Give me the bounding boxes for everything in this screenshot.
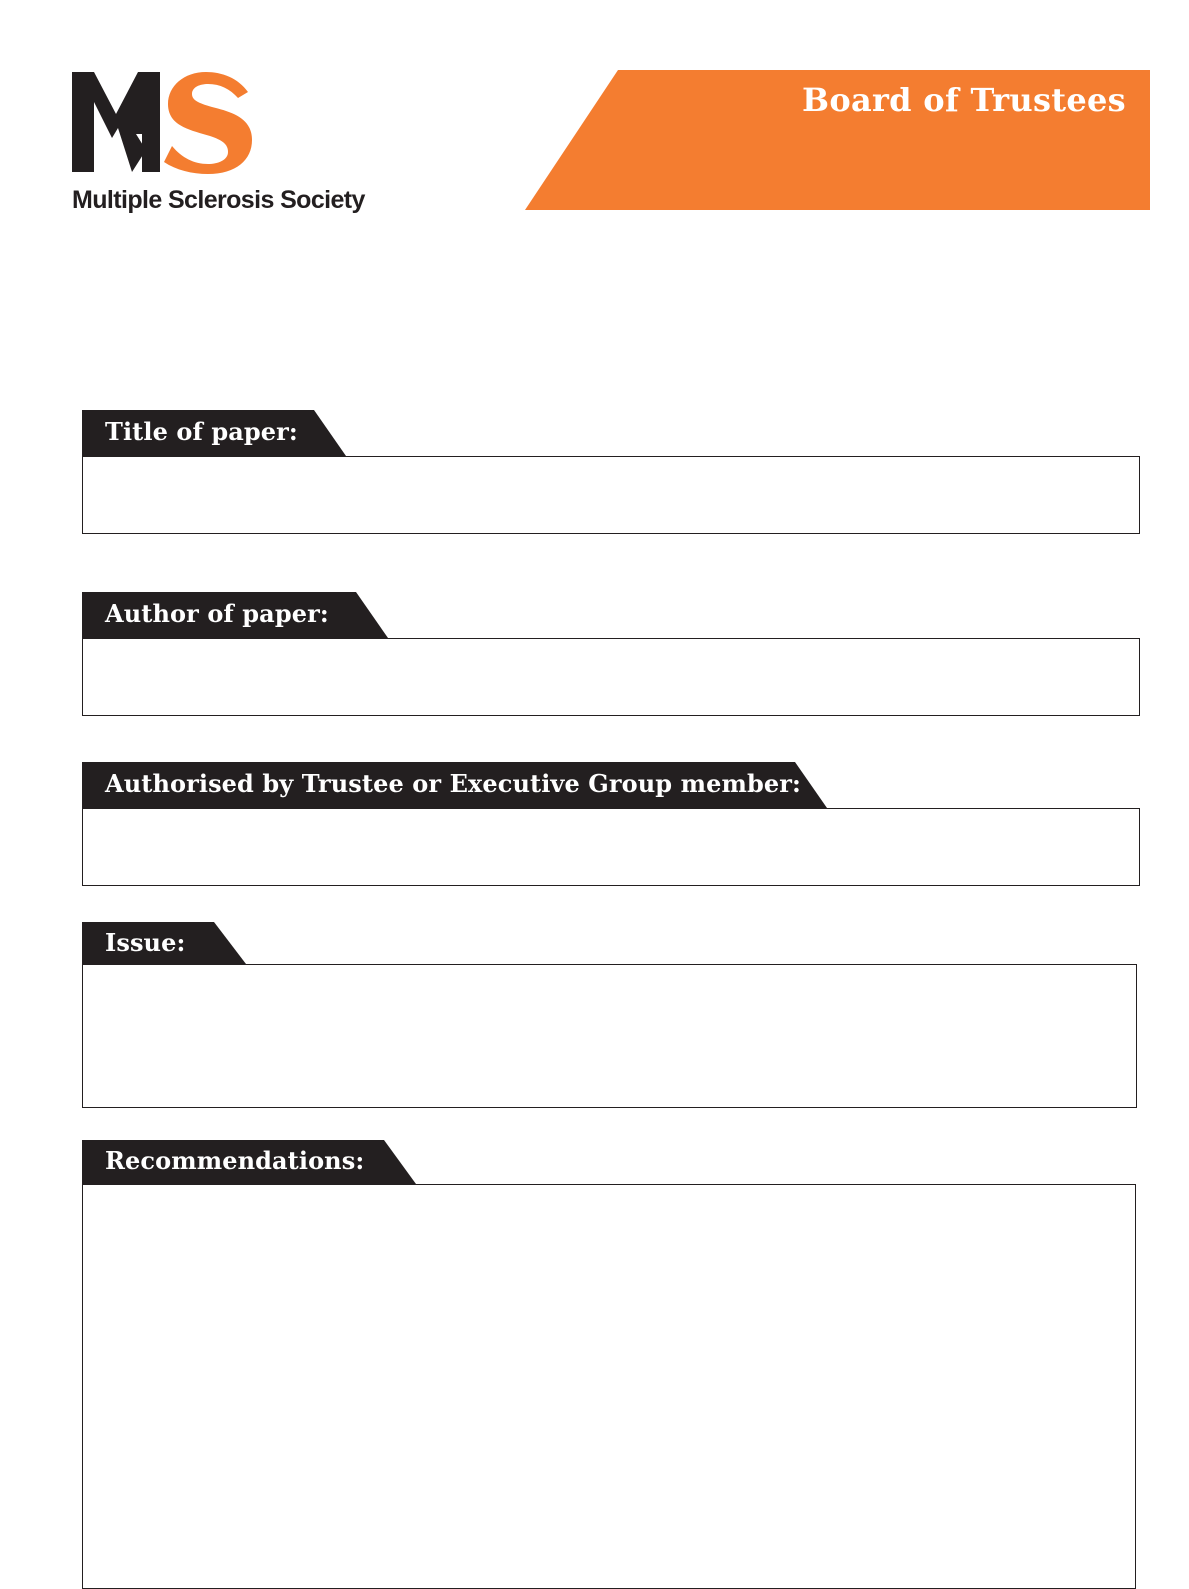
author-tab (82, 592, 1140, 638)
authorised-tab (82, 762, 1140, 808)
recommendations-tab (82, 1140, 1136, 1184)
title-field[interactable] (82, 456, 1140, 534)
title-tab (82, 410, 1140, 456)
header-banner (525, 70, 1150, 210)
section-title-of-paper (82, 410, 1140, 534)
authorised-field[interactable] (82, 808, 1140, 886)
section-recommendations (82, 1140, 1136, 1589)
issue-label: Issue: (105, 928, 186, 957)
recommendations-label: Recommendations: (105, 1146, 365, 1175)
section-author-of-paper (82, 592, 1140, 716)
ms-logo-icon (72, 70, 262, 174)
title-label: Title of paper: (105, 417, 298, 446)
ms-society-logo (72, 70, 372, 230)
authorised-label: Authorised by Trustee or Executive Group member: (105, 769, 801, 798)
issue-field[interactable] (82, 964, 1137, 1108)
author-field[interactable] (82, 638, 1140, 716)
section-issue (82, 922, 1137, 1108)
author-label: Author of paper: (105, 599, 329, 628)
banner-title: Board of Trustees (802, 81, 1126, 119)
recommendations-field[interactable] (82, 1184, 1136, 1589)
section-authorised-by (82, 762, 1140, 886)
issue-tab (82, 922, 1137, 964)
org-name: Multiple Sclerosis Society (72, 186, 365, 214)
